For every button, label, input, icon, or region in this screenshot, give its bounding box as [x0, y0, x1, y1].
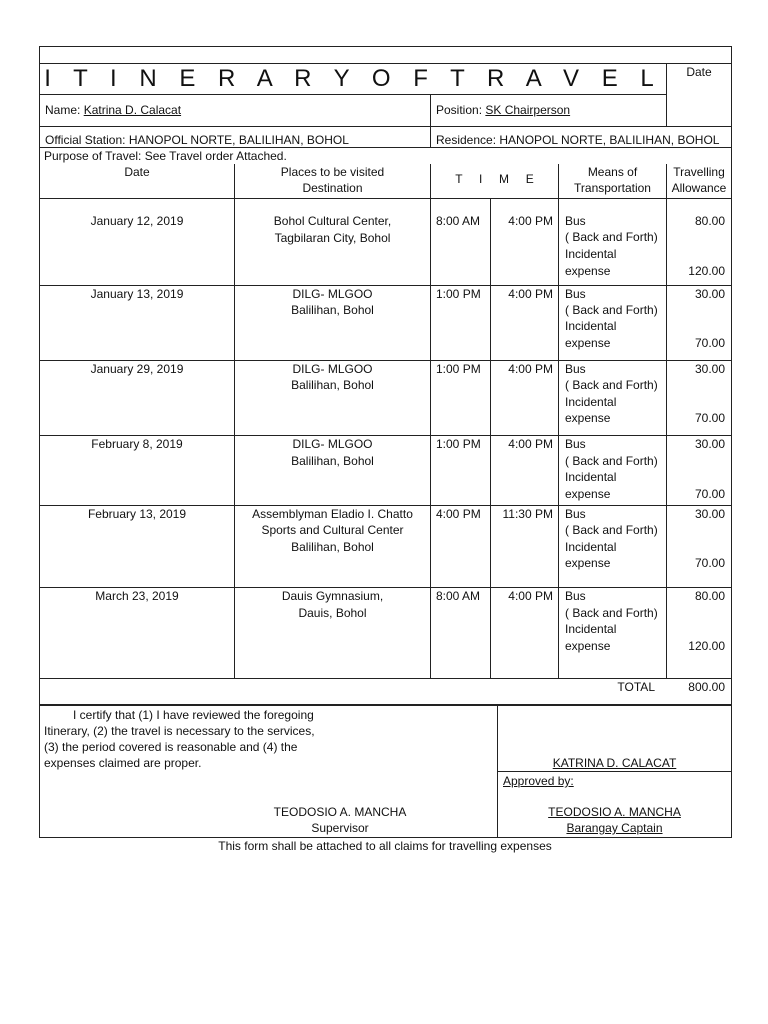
row-place-line-2: Balilihan, Bohol	[291, 303, 374, 317]
row-means-line-3: Incidental	[565, 395, 617, 409]
row-time-to: 4:00 PM	[508, 589, 553, 603]
position-divider	[430, 94, 431, 147]
row-time-to: 11:30 PM	[502, 507, 553, 521]
station-row-top	[39, 126, 732, 127]
row-time-from: 1:00 PM	[436, 437, 481, 451]
col-header-allowance-2: Allowance	[671, 181, 727, 195]
row-time-from: 1:00 PM	[436, 362, 481, 376]
row-means-line-1: Bus	[565, 362, 586, 376]
row-means-line-4: expense	[565, 264, 611, 278]
row-place-line-1: DILG- MLGOO	[292, 362, 373, 376]
supervisor-title: Supervisor	[311, 821, 369, 835]
row-means-line-3: Incidental	[565, 470, 617, 484]
row-time-from: 8:00 AM	[436, 589, 481, 603]
row-means-line-4: expense	[565, 336, 611, 350]
header-row-bottom	[39, 198, 732, 199]
position-value: SK Chairperson	[485, 103, 571, 117]
total-row-bottom	[39, 704, 732, 706]
row-means-line-2: ( Back and Forth)	[565, 303, 658, 317]
date-label: Date	[686, 65, 712, 79]
name-label: Name:	[45, 103, 81, 117]
row-place-line-2: Sports and Cultural Center	[261, 523, 404, 537]
row-means-line-3: Incidental	[565, 540, 617, 554]
row-means-line-4: expense	[565, 411, 611, 425]
certification-line-4: expenses claimed are proper.	[44, 756, 202, 770]
position-field	[436, 102, 570, 118]
certification-line-2: Itinerary, (2) the travel is necessary to the services,	[44, 724, 315, 738]
row-time-to: 4:00 PM	[508, 437, 553, 451]
certification-line-1: I certify that (1) I have reviewed the foregoing	[73, 708, 314, 722]
col-header-means-1: Means of	[587, 165, 638, 179]
row-means-line-3: Incidental	[565, 622, 617, 636]
col-header-date: Date	[124, 165, 150, 179]
col-header-places-2: Destination	[302, 181, 363, 195]
name-value: Katrina D. Calacat	[83, 103, 182, 117]
row-means-line-1: Bus	[565, 437, 586, 451]
col-header-allowance-1: Travelling	[673, 165, 725, 179]
row-means-line-2: ( Back and Forth)	[565, 378, 658, 392]
supervisor-name: TEODOSIO A. MANCHA	[273, 805, 407, 819]
residence-label: Residence:	[436, 133, 497, 147]
row-time-to: 4:00 PM	[508, 287, 553, 301]
row-place-line-1: DILG- MLGOO	[292, 287, 373, 301]
row-place-line-1: Bohol Cultural Center,	[273, 214, 392, 228]
row-means-line-2: ( Back and Forth)	[565, 454, 658, 468]
row-date: January 13, 2019	[90, 287, 184, 301]
col-div-3	[558, 164, 559, 678]
residence-value: HANOPOL NORTE, BALILIHAN, BOHOL	[499, 133, 720, 147]
approved-row-top	[497, 771, 732, 772]
footer-note: This form shall be attached to all claims for travelling expenses	[218, 839, 552, 853]
border-right	[731, 46, 732, 837]
row-means-line-3: Incidental	[565, 319, 617, 333]
approved-by-label: Approved by:	[503, 774, 574, 788]
row-means-line-1: Bus	[565, 214, 586, 228]
row-means-line-2: ( Back and Forth)	[565, 606, 658, 620]
row-means-line-4: expense	[565, 487, 611, 501]
station-field	[45, 132, 349, 148]
row-place-line-1: Assemblyman Eladio I. Chatto	[252, 507, 413, 521]
row-date: March 23, 2019	[95, 589, 179, 603]
row-means-line-1: Bus	[565, 507, 586, 521]
row-time-from: 1:00 PM	[436, 287, 481, 301]
row-fare: 30.00	[694, 362, 725, 376]
name-row-top	[39, 94, 666, 95]
total-label: TOTAL	[617, 680, 655, 694]
row-fare: 30.00	[694, 437, 725, 451]
border-top	[39, 46, 732, 47]
total-value: 800.00	[688, 680, 725, 694]
row-means-line-4: expense	[565, 639, 611, 653]
row-date: February 8, 2019	[91, 437, 183, 451]
row-time-from: 8:00 AM	[436, 214, 481, 228]
approver-title: Barangay Captain	[566, 821, 663, 835]
row-fare: 80.00	[694, 214, 725, 228]
row-time-from: 4:00 PM	[436, 507, 481, 521]
claimant-name: KATRINA D. CALACAT	[552, 756, 677, 770]
col-header-time: T I M E	[455, 172, 534, 186]
row-incidental: 70.00	[694, 487, 725, 501]
row-place-line-2: Balilihan, Bohol	[291, 378, 374, 392]
row-incidental: 70.00	[694, 336, 725, 350]
row-place-line-1: Dauis Gymnasium,	[281, 589, 384, 603]
row-fare: 30.00	[694, 287, 725, 301]
certification-line-3: (3) the period covered is reasonable and (4) the	[44, 740, 298, 754]
row-means-line-4: expense	[565, 556, 611, 570]
row-place-line-2: Balilihan, Bohol	[291, 454, 374, 468]
position-label: Position:	[436, 103, 483, 117]
station-label: Official Station:	[45, 133, 126, 147]
row-means-line-1: Bus	[565, 287, 586, 301]
col-header-places-1: Places to be visited	[280, 165, 385, 179]
row-date: February 13, 2019	[87, 507, 187, 521]
row-time-to: 4:00 PM	[508, 362, 553, 376]
row-means-line-1: Bus	[565, 589, 586, 603]
row-incidental: 70.00	[694, 411, 725, 425]
purpose-of-travel: Purpose of Travel: See Travel order Attached.	[44, 149, 287, 163]
row-place-line-2: Dauis, Bohol	[298, 606, 367, 620]
col-div-2	[430, 164, 431, 678]
row-date: January 29, 2019	[90, 362, 184, 376]
row-place-line-1: DILG- MLGOO	[292, 437, 373, 451]
row-time-to: 4:00 PM	[508, 214, 553, 228]
name-field	[45, 102, 181, 118]
row-fare: 30.00	[694, 507, 725, 521]
form-title: I T I N E R A R Y O F T R A V E L	[44, 65, 662, 92]
row-means-line-2: ( Back and Forth)	[565, 230, 658, 244]
approver-name: TEODOSIO A. MANCHA	[548, 805, 681, 819]
row-place-line-2: Tagbilaran City, Bohol	[274, 231, 391, 245]
row-date: January 12, 2019	[90, 214, 184, 228]
residence-field	[436, 132, 719, 148]
row-fare: 80.00	[694, 589, 725, 603]
row-incidental: 120.00	[688, 639, 725, 653]
row-place-line-3: Balilihan, Bohol	[291, 540, 374, 554]
row-incidental: 120.00	[688, 264, 725, 278]
station-value: HANOPOL NORTE, BALILIHAN, BOHOL	[128, 133, 349, 147]
row-means-line-2: ( Back and Forth)	[565, 523, 658, 537]
row-means-line-3: Incidental	[565, 247, 617, 261]
col-header-means-2: Transportation	[574, 181, 651, 195]
row-incidental: 70.00	[694, 556, 725, 570]
